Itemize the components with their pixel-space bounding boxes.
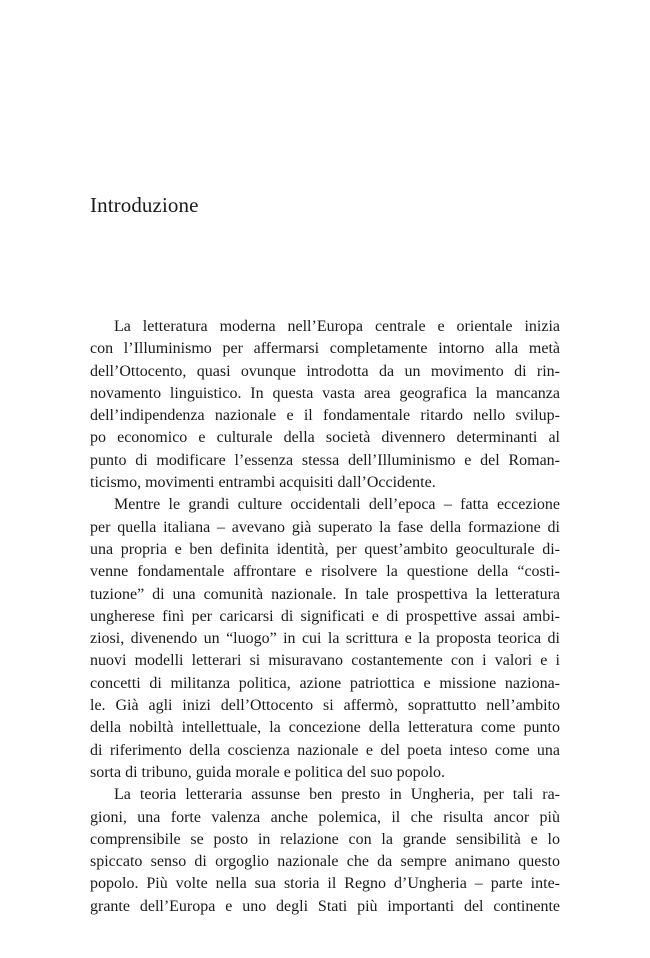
text-line: novamento linguistico. In questa vasta area geografica la mancanza	[90, 384, 560, 402]
text-line: di riferimento della coscienza nazionale e del poeta inteso come una	[90, 741, 560, 759]
text-line: ungherese finì per caricarsi di significati e di prospettive assai ambi-	[90, 607, 560, 625]
text-line: con l’Illuminismo per affermarsi completamente intorno alla metà	[90, 340, 560, 358]
text-line: po economico e culturale della società divennero determinanti al	[90, 429, 560, 447]
text-line: dell’indipendenza nazionale e il fondamentale ritardo nello svilup-	[90, 407, 560, 425]
text-line: ziosi, divenendo un “luogo” in cui la scrittura e la proposta teorica di	[90, 630, 560, 648]
text-line: sorta di tribuno, guida morale e politica del suo popolo.	[90, 763, 446, 781]
page-title: Introduzione	[90, 193, 199, 217]
text-line: le. Già agli inizi dell’Ottocento si affermò, soprattutto nell’ambito	[90, 697, 560, 715]
text-line: gioni, una forte valenza anche polemica, il che risulta ancor più	[90, 808, 560, 826]
text-line: popolo. Più volte nella sua storia il Regno d’Ungheria – parte inte-	[90, 875, 560, 893]
text-line: comprensibile se posto in relazione con la grande sensibilità e lo	[90, 830, 560, 848]
body-text	[90, 316, 560, 918]
text-line: per quella italiana – avevano già superato la fase della formazione di	[90, 518, 560, 536]
text-line: tuzione” di una comunità nazionale. In tale prospettiva la letteratura	[90, 585, 560, 603]
text-line: concetti di militanza politica, azione patriottica e missione naziona-	[90, 674, 560, 692]
text-line: grante dell’Europa e uno degli Stati più importanti del continente	[90, 897, 560, 915]
text-line: dell’Ottocento, quasi ovunque introdotta da un movimento di rin-	[90, 362, 560, 380]
text-line: venne fondamentale affrontare e risolvere la questione della “costi-	[90, 563, 560, 581]
text-line: La teoria letteraria assunse ben presto in Ungheria, per tali ra-	[114, 786, 560, 804]
text-line: La letteratura moderna nell’Europa centrale e orientale inizia	[114, 318, 560, 335]
text-line: della nobiltà intellettuale, la concezione della letteratura come punto	[90, 719, 560, 737]
text-line: ticismo, movimenti entrambi acquisiti dall’Occidente.	[90, 474, 436, 492]
text-line: Mentre le grandi culture occidentali dell’epoca – fatta eccezione	[114, 496, 560, 514]
text-line: una propria e ben definita identità, per quest’ambito geoculturale di-	[90, 540, 560, 558]
text-line: punto di modificare l’essenza stessa dell’Illuminismo e del Roman-	[90, 451, 560, 469]
text-line: spiccato senso di orgoglio nazionale che da sempre animano questo	[90, 853, 560, 871]
text-line: nuovi modelli letterari si misuravano costantemente con i valori e i	[90, 652, 560, 670]
